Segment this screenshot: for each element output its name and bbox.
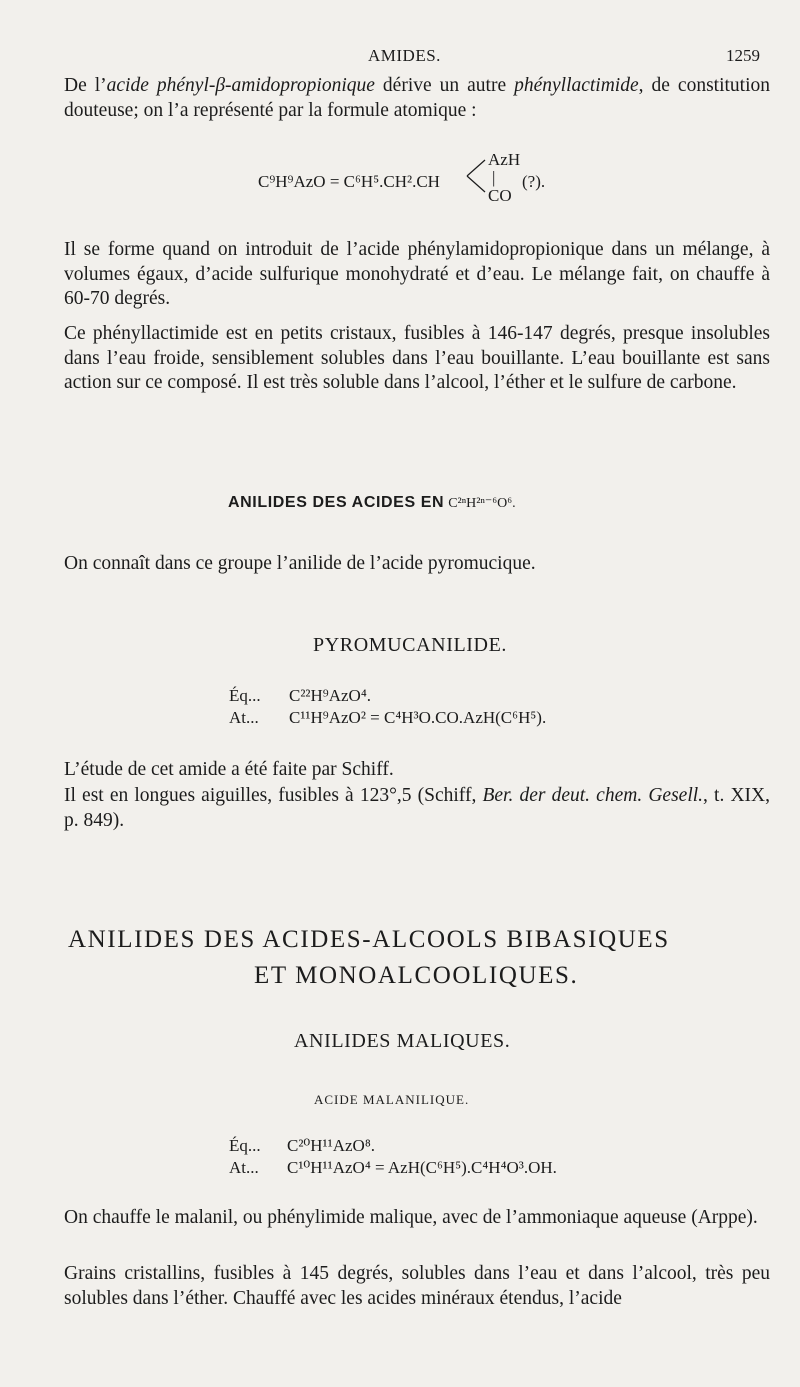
formula-bond: |: [492, 168, 496, 187]
paragraph-group-intro: On connaît dans ce groupe l’anilide de l’acide pyromucique.: [64, 553, 536, 574]
paragraph-preparation: On chauffe le malanil, ou phénylimide malique, avec de l’ammoniaque aqueuse (Arppe).: [64, 1207, 758, 1228]
paragraph-schiff-study: L’étude de cet amide a été faite par Schiff.: [64, 759, 394, 780]
section-heading-anilides-acids: ANILIDES DES ACIDES EN C²ⁿH²ⁿ⁻⁶O⁶.: [228, 494, 516, 511]
italic-journal-title: Ber. der deut. chem. Gesell.: [482, 785, 704, 806]
paragraph-crystals: Grains cristallins, fusibles à 145 degrés, solubles dans l’eau et dans l’alcool, très peu solubles dans l’éther. Chauffé avec les acides minéraux étendus, l’acide: [64, 1263, 770, 1309]
formula-phenyllactimide: C⁹H⁹AzO = C⁶H⁵.CH².CH: [258, 172, 440, 191]
subheading-acide-malanilique: ACIDE MALANILIQUE.: [314, 1092, 470, 1107]
paragraph-needles: Il est en longues aiguilles, fusibles à 123°,5 (Schiff, Ber. der deut. chem. Gesell., t. XIX, p. 849).: [64, 785, 771, 831]
paragraph-formation: Il se forme quand on introduit de l’acide phénylamidopropionique dans un mélange, à volumes égaux, d’acide sulfurique monohydraté et d’eau. Le mélange fait, on chauffe à 60-70 degrés.: [64, 239, 770, 310]
italic-compound-name: phényllactimide: [514, 75, 639, 96]
formula-azh-group: AzH: [488, 150, 521, 169]
formula-label-at-2: At...: [229, 1158, 259, 1177]
formula-uncertain-mark: (?).: [522, 172, 546, 191]
formula-at-value-2: C¹⁰H¹¹AzO⁴ = AzH(C⁶H⁵).C⁴H⁴O³.OH.: [287, 1158, 557, 1177]
subheading-pyromucanilide: PYROMUCANILIDE.: [313, 634, 507, 656]
formula-co-group: CO: [488, 186, 512, 205]
italic-acid-name: acide phényl-β-amidopropionique: [106, 75, 375, 96]
paragraph-properties: Ce phényllactimide est en petits cristaux, fusibles à 146-147 degrés, presque insolubles dans l’eau froide, sensiblement solubles dans l’eau bouillante. L’eau bouillante est sans action sur ce composé. Il est très soluble dans l’alcool, l’éther et le sulfure de carbone.: [64, 323, 770, 394]
formula-eq-value: C²²H⁹AzO⁴.: [289, 686, 372, 705]
running-header-title: AMIDES.: [368, 46, 441, 65]
page-number: 1259: [726, 46, 760, 65]
formula-label-eq-2: Éq...: [229, 1136, 261, 1155]
formula-label-eq: Éq...: [229, 686, 261, 705]
subheading-anilides-maliques: ANILIDES MALIQUES.: [294, 1030, 511, 1052]
formula-eq-value-2: C²⁰H¹¹AzO⁸.: [287, 1136, 375, 1155]
formula-at-value: C¹¹H⁹AzO² = C⁴H³O.CO.AzH(C⁶H⁵).: [289, 708, 547, 727]
section-heading-line2: ET MONOALCOOLIQUES.: [254, 962, 579, 989]
formula-label-at: At...: [229, 708, 259, 727]
section-heading-line1: ANILIDES DES ACIDES-ALCOOLS BIBASIQUES: [68, 926, 670, 953]
paragraph-phenyl-amidopropionic: De l’acide phényl-β-amidopropionique dérive un autre phényllactimide, de constitution douteuse; on l’a représenté par la formule atomique :: [64, 75, 770, 121]
